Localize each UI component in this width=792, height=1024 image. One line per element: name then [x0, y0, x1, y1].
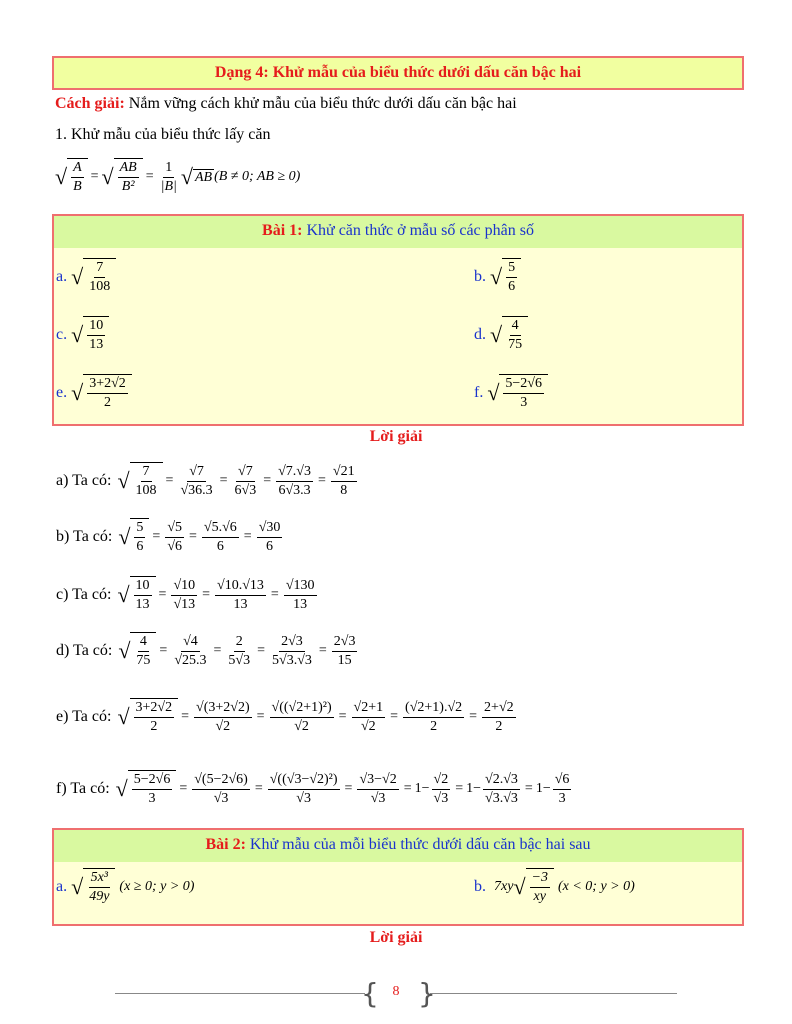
general-formula: √ $\frac{A}{B}$ = √ $\frac{AB}{\text{B²}}$ = $\frac{1}{|B|}$ √ AB (B ≠ 0; AB ≥ 0)	[55, 159, 301, 194]
topic-title: Dạng 4: Khử mẫu của biểu thức dưới dấu căn bậc hai	[214, 64, 582, 81]
exercise-1-item: d. √ $\frac{4}{75}$	[474, 316, 528, 354]
topic-banner	[52, 56, 744, 90]
solution-d: d) Ta có: √ $\frac{4}{75}$ = $\frac{√4}{√25.3}$ = $\frac{2}{5√3}$ = $\frac{2√3}{5√3.√3}$ = $\frac{2√3}{15}$	[56, 633, 356, 668]
exercise-1-item: e. √ $\frac{3+2√2}{2}$	[56, 374, 132, 412]
exercise-1-item: f. √ $\frac{5-2√6}{3}$	[474, 374, 548, 412]
formula-condition: (B ≠ 0; AB ≥ 0)	[214, 169, 301, 184]
item-1: 1. Khử mẫu của biểu thức lấy căn	[55, 126, 271, 143]
exercise-1-item: a. √ $\frac{7}{108}$	[56, 258, 116, 296]
solution-b: b) Ta có: √ $\frac{5}{6}$ = $\frac{√5}{√6}$ = $\frac{√5.√6}{6}$ = $\frac{√30}{6}$	[56, 519, 281, 554]
solution-e: e) Ta có: √ $\frac{3+2√2}{2}$ = $\frac{√(3+2√2)}{√2}$ = $\frac{\text{√((√2+1)²)}}{√2}$ = $\frac{√2+1}{√2}$ = $\frac{(√2+1).√2}{2}$ = $\frac{2+√2}{2}$	[56, 699, 514, 734]
method-label: Cách giải:	[55, 95, 125, 112]
footer-rule-left	[115, 993, 365, 994]
page-number: 8	[392, 984, 400, 999]
solution-c: c) Ta có: √ $\frac{10}{13}$ = $\frac{√10}{√13}$ = $\frac{√10.√13}{13}$ = $\frac{√130}{13}$	[56, 577, 315, 612]
exercise-2-header: Bài 2: Khử mẫu của mỗi biểu thức dưới dấu căn bậc hai sau	[54, 830, 742, 862]
method-line	[55, 95, 517, 113]
solution-a: a) Ta có: √ $\frac{7}{108}$ = $\frac{√7}{√36.3}$ = $\frac{√7}{6√3}$ = $\frac{√7.√3}{6√3.3}$ = $\frac{√21}{8}$	[56, 463, 355, 498]
exercise-1-item: c. √ $\frac{10}{13}$	[56, 316, 109, 354]
footer-bracket-left: {	[361, 977, 379, 1010]
solution-heading-2: Lời giải	[369, 929, 423, 946]
exercise-1-box	[52, 214, 744, 426]
footer-rule-right	[430, 993, 677, 994]
exercise-1-item: b. √ $\frac{5}{6}$	[474, 258, 521, 296]
exercise-2-a: a. √ $\frac{\text{5x³}}{49y}$ (x ≥ 0; y > 0)	[56, 870, 195, 904]
method-text: Nắm vững cách khử mẫu của biểu thức dưới dấu căn bậc hai	[124, 95, 517, 112]
footer-bracket-right: }	[418, 977, 436, 1010]
exercise-1-header: Bài 1: Khử căn thức ở mẫu số các phân số	[54, 216, 742, 248]
solution-f: f) Ta có: √ $\frac{5-2√6}{3}$ = $\frac{√(5-2√6)}{√3}$ = $\frac{\text{√((√3−√2)²)}}{√3}$ = $\frac{√3-√2}{√3}$ = 1− $\frac{√2}{√3}$ = 1− $\frac{√2.√3}{√3.√3}$ = 1− $\frac{√6}{3}$	[56, 771, 570, 806]
solution-heading-1: Lời giải	[369, 428, 423, 445]
exercise-2-b: b. 7xy √ $\frac{-3}{xy}$ (x < 0; y > 0)	[474, 870, 635, 904]
